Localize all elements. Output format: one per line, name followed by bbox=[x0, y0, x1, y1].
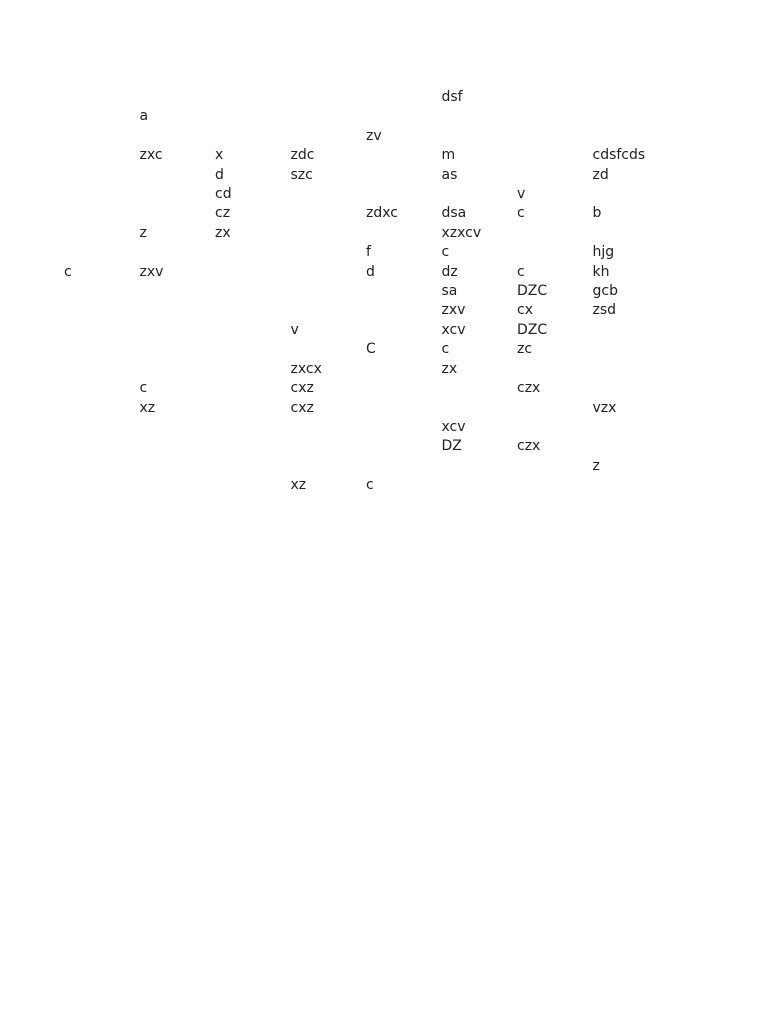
grid-cell bbox=[215, 321, 291, 340]
grid-cell bbox=[517, 146, 593, 165]
grid-row bbox=[64, 263, 668, 282]
grid-cell: z bbox=[139, 224, 147, 241]
grid-cell bbox=[291, 224, 367, 243]
grid-cell bbox=[593, 88, 669, 107]
grid-row bbox=[64, 340, 668, 359]
grid-cell bbox=[215, 379, 291, 398]
grid-cell bbox=[215, 263, 291, 282]
grid-cell bbox=[64, 360, 140, 379]
grid-cell bbox=[140, 204, 216, 223]
grid-cell bbox=[442, 107, 518, 126]
grid-cell bbox=[366, 321, 442, 340]
grid-cell: c bbox=[441, 341, 450, 358]
grid-cell bbox=[517, 418, 593, 437]
grid-cell: dsf bbox=[441, 89, 463, 105]
grid-cell bbox=[64, 340, 140, 359]
grid-cell: DZ bbox=[441, 438, 462, 455]
grid-cell bbox=[517, 166, 593, 185]
grid-cell bbox=[593, 224, 669, 243]
grid-cell bbox=[215, 360, 291, 379]
grid-cell bbox=[442, 379, 518, 398]
grid-row bbox=[64, 88, 668, 107]
grid-cell bbox=[140, 457, 216, 476]
grid-cell: xz bbox=[290, 477, 307, 494]
grid-cell bbox=[593, 418, 669, 437]
grid-cell: zxcx bbox=[290, 360, 322, 377]
grid-row bbox=[64, 418, 668, 437]
grid-cell: zsd bbox=[592, 302, 617, 319]
grid-row bbox=[64, 301, 668, 320]
grid-row bbox=[64, 243, 668, 262]
grid-cell bbox=[366, 146, 442, 165]
grid-cell bbox=[517, 399, 593, 418]
grid-cell bbox=[215, 88, 291, 107]
grid-row bbox=[64, 146, 668, 165]
grid-cell bbox=[215, 399, 291, 418]
grid-cell bbox=[140, 166, 216, 185]
grid-cell bbox=[64, 166, 140, 185]
grid-cell bbox=[366, 457, 442, 476]
grid-cell: b bbox=[592, 205, 602, 222]
grid-cell: kh bbox=[592, 263, 610, 280]
grid-cell: d bbox=[215, 166, 224, 183]
grid-cell bbox=[366, 360, 442, 379]
grid-cell bbox=[215, 301, 291, 320]
grid-cell bbox=[64, 399, 140, 418]
grid-cell bbox=[366, 399, 442, 418]
grid-row bbox=[64, 399, 668, 418]
grid-cell: cxz bbox=[290, 380, 314, 397]
grid-cell bbox=[593, 476, 669, 495]
grid-body bbox=[64, 88, 668, 496]
grid-row bbox=[64, 127, 668, 146]
grid-cell bbox=[215, 457, 291, 476]
grid-cell bbox=[64, 437, 140, 456]
grid-cell: dz bbox=[441, 263, 458, 280]
grid-cell bbox=[140, 301, 216, 320]
grid-cell bbox=[64, 282, 140, 301]
grid-cell bbox=[215, 476, 291, 495]
grid-cell bbox=[442, 127, 518, 146]
grid-cell bbox=[140, 243, 216, 262]
grid-cell bbox=[291, 204, 367, 223]
grid-cell bbox=[291, 301, 367, 320]
grid-cell bbox=[64, 224, 140, 243]
grid-cell: czx bbox=[517, 380, 541, 397]
grid-cell bbox=[366, 282, 442, 301]
grid-cell bbox=[366, 107, 442, 126]
grid-cell bbox=[366, 379, 442, 398]
grid-cell bbox=[215, 243, 291, 262]
grid-cell bbox=[517, 476, 593, 495]
grid-cell: zx bbox=[441, 360, 458, 377]
grid-cell bbox=[366, 418, 442, 437]
grid-cell: zdxc bbox=[366, 205, 398, 222]
grid-cell: dsa bbox=[441, 205, 467, 222]
grid-cell bbox=[215, 127, 291, 146]
grid-cell: xz bbox=[139, 399, 156, 416]
grid-cell bbox=[593, 360, 669, 379]
text-grid bbox=[64, 88, 668, 496]
grid-cell: cx bbox=[517, 302, 533, 319]
grid-cell bbox=[442, 476, 518, 495]
grid-cell bbox=[140, 360, 216, 379]
grid-cell bbox=[64, 379, 140, 398]
grid-cell bbox=[291, 282, 367, 301]
grid-cell bbox=[215, 282, 291, 301]
grid-cell bbox=[517, 360, 593, 379]
grid-cell bbox=[517, 88, 593, 107]
grid-row bbox=[64, 437, 668, 456]
grid-cell bbox=[64, 127, 140, 146]
grid-cell: zdc bbox=[290, 147, 315, 164]
grid-cell bbox=[291, 340, 367, 359]
grid-cell: m bbox=[441, 147, 456, 164]
grid-cell bbox=[593, 340, 669, 359]
grid-cell: x bbox=[215, 147, 224, 164]
grid-cell bbox=[366, 301, 442, 320]
grid-cell bbox=[366, 185, 442, 204]
grid-cell: szc bbox=[290, 166, 313, 183]
grid-row bbox=[64, 457, 668, 476]
grid-cell bbox=[140, 418, 216, 437]
grid-cell bbox=[593, 185, 669, 204]
grid-cell: as bbox=[441, 166, 458, 183]
grid-cell: C bbox=[366, 341, 376, 358]
grid-cell: c bbox=[517, 263, 525, 280]
grid-cell bbox=[64, 185, 140, 204]
grid-cell: v bbox=[290, 321, 299, 338]
grid-cell bbox=[366, 88, 442, 107]
grid-cell bbox=[366, 166, 442, 185]
grid-cell bbox=[517, 243, 593, 262]
grid-cell bbox=[442, 185, 518, 204]
grid-cell bbox=[593, 437, 669, 456]
grid-cell: DZC bbox=[517, 321, 548, 338]
grid-cell bbox=[517, 107, 593, 126]
grid-cell: a bbox=[139, 108, 149, 125]
grid-cell: czx bbox=[517, 438, 541, 455]
grid-row bbox=[64, 185, 668, 204]
grid-cell bbox=[366, 224, 442, 243]
grid-cell bbox=[64, 476, 140, 495]
grid-cell bbox=[442, 399, 518, 418]
grid-cell: cd bbox=[215, 186, 232, 203]
grid-cell bbox=[442, 457, 518, 476]
grid-cell: c bbox=[441, 244, 450, 261]
grid-cell: zv bbox=[366, 127, 382, 144]
grid-cell: zxc bbox=[139, 147, 163, 164]
grid-row bbox=[64, 379, 668, 398]
grid-cell bbox=[593, 379, 669, 398]
grid-cell bbox=[64, 457, 140, 476]
grid-cell: zxv bbox=[139, 263, 164, 280]
grid-cell: cz bbox=[215, 205, 231, 222]
grid-cell: c bbox=[366, 477, 374, 494]
grid-row bbox=[64, 107, 668, 126]
grid-row bbox=[64, 360, 668, 379]
grid-cell bbox=[291, 127, 367, 146]
grid-row bbox=[64, 282, 668, 301]
grid-cell: hjg bbox=[592, 244, 615, 261]
grid-cell: xzxcv bbox=[441, 224, 482, 241]
grid-cell: c bbox=[139, 380, 148, 397]
grid-cell bbox=[140, 340, 216, 359]
grid-cell bbox=[291, 263, 367, 282]
grid-cell bbox=[64, 243, 140, 262]
grid-row bbox=[64, 224, 668, 243]
grid-cell bbox=[215, 340, 291, 359]
grid-cell bbox=[366, 437, 442, 456]
grid-cell bbox=[64, 301, 140, 320]
grid-cell bbox=[64, 107, 140, 126]
grid-cell bbox=[215, 437, 291, 456]
grid-row bbox=[64, 476, 668, 495]
grid-cell bbox=[140, 437, 216, 456]
grid-cell: zx bbox=[215, 224, 231, 241]
grid-row bbox=[64, 204, 668, 223]
grid-cell bbox=[140, 185, 216, 204]
grid-cell: c bbox=[64, 263, 72, 280]
grid-cell: c bbox=[517, 205, 525, 222]
grid-cell bbox=[64, 418, 140, 437]
grid-row bbox=[64, 166, 668, 185]
grid-cell bbox=[291, 243, 367, 262]
grid-cell: z bbox=[592, 457, 600, 474]
grid-cell bbox=[291, 457, 367, 476]
grid-cell: cxz bbox=[290, 399, 314, 416]
grid-row bbox=[64, 321, 668, 340]
grid-cell: DZC bbox=[517, 283, 548, 300]
grid-cell bbox=[291, 418, 367, 437]
grid-cell: sa bbox=[441, 283, 458, 300]
grid-cell: v bbox=[517, 186, 526, 203]
grid-cell bbox=[593, 321, 669, 340]
grid-cell bbox=[64, 204, 140, 223]
grid-cell bbox=[517, 457, 593, 476]
grid-cell bbox=[215, 418, 291, 437]
grid-cell bbox=[140, 321, 216, 340]
grid-cell bbox=[291, 185, 367, 204]
grid-cell bbox=[64, 88, 140, 107]
grid-cell bbox=[140, 88, 216, 107]
grid-cell bbox=[140, 127, 216, 146]
grid-cell: zd bbox=[592, 166, 609, 183]
grid-cell bbox=[593, 107, 669, 126]
grid-cell bbox=[517, 127, 593, 146]
grid-cell: f bbox=[366, 244, 371, 261]
grid-cell bbox=[517, 224, 593, 243]
grid-cell: xcv bbox=[441, 321, 466, 338]
grid-cell bbox=[593, 127, 669, 146]
grid-cell bbox=[64, 321, 140, 340]
grid-cell bbox=[291, 107, 367, 126]
grid-cell: d bbox=[366, 263, 375, 280]
grid-cell: vzx bbox=[592, 399, 617, 416]
grid-cell bbox=[140, 476, 216, 495]
grid-cell bbox=[291, 88, 367, 107]
grid-cell: zxv bbox=[441, 302, 466, 319]
grid-cell: cdsfcds bbox=[592, 147, 646, 164]
grid-cell: zc bbox=[517, 341, 533, 358]
grid-cell: gcb bbox=[592, 283, 618, 300]
grid-cell: xcv bbox=[441, 418, 466, 435]
grid-cell bbox=[140, 282, 216, 301]
grid-cell bbox=[215, 107, 291, 126]
grid-cell bbox=[291, 437, 367, 456]
grid-cell bbox=[64, 146, 140, 165]
